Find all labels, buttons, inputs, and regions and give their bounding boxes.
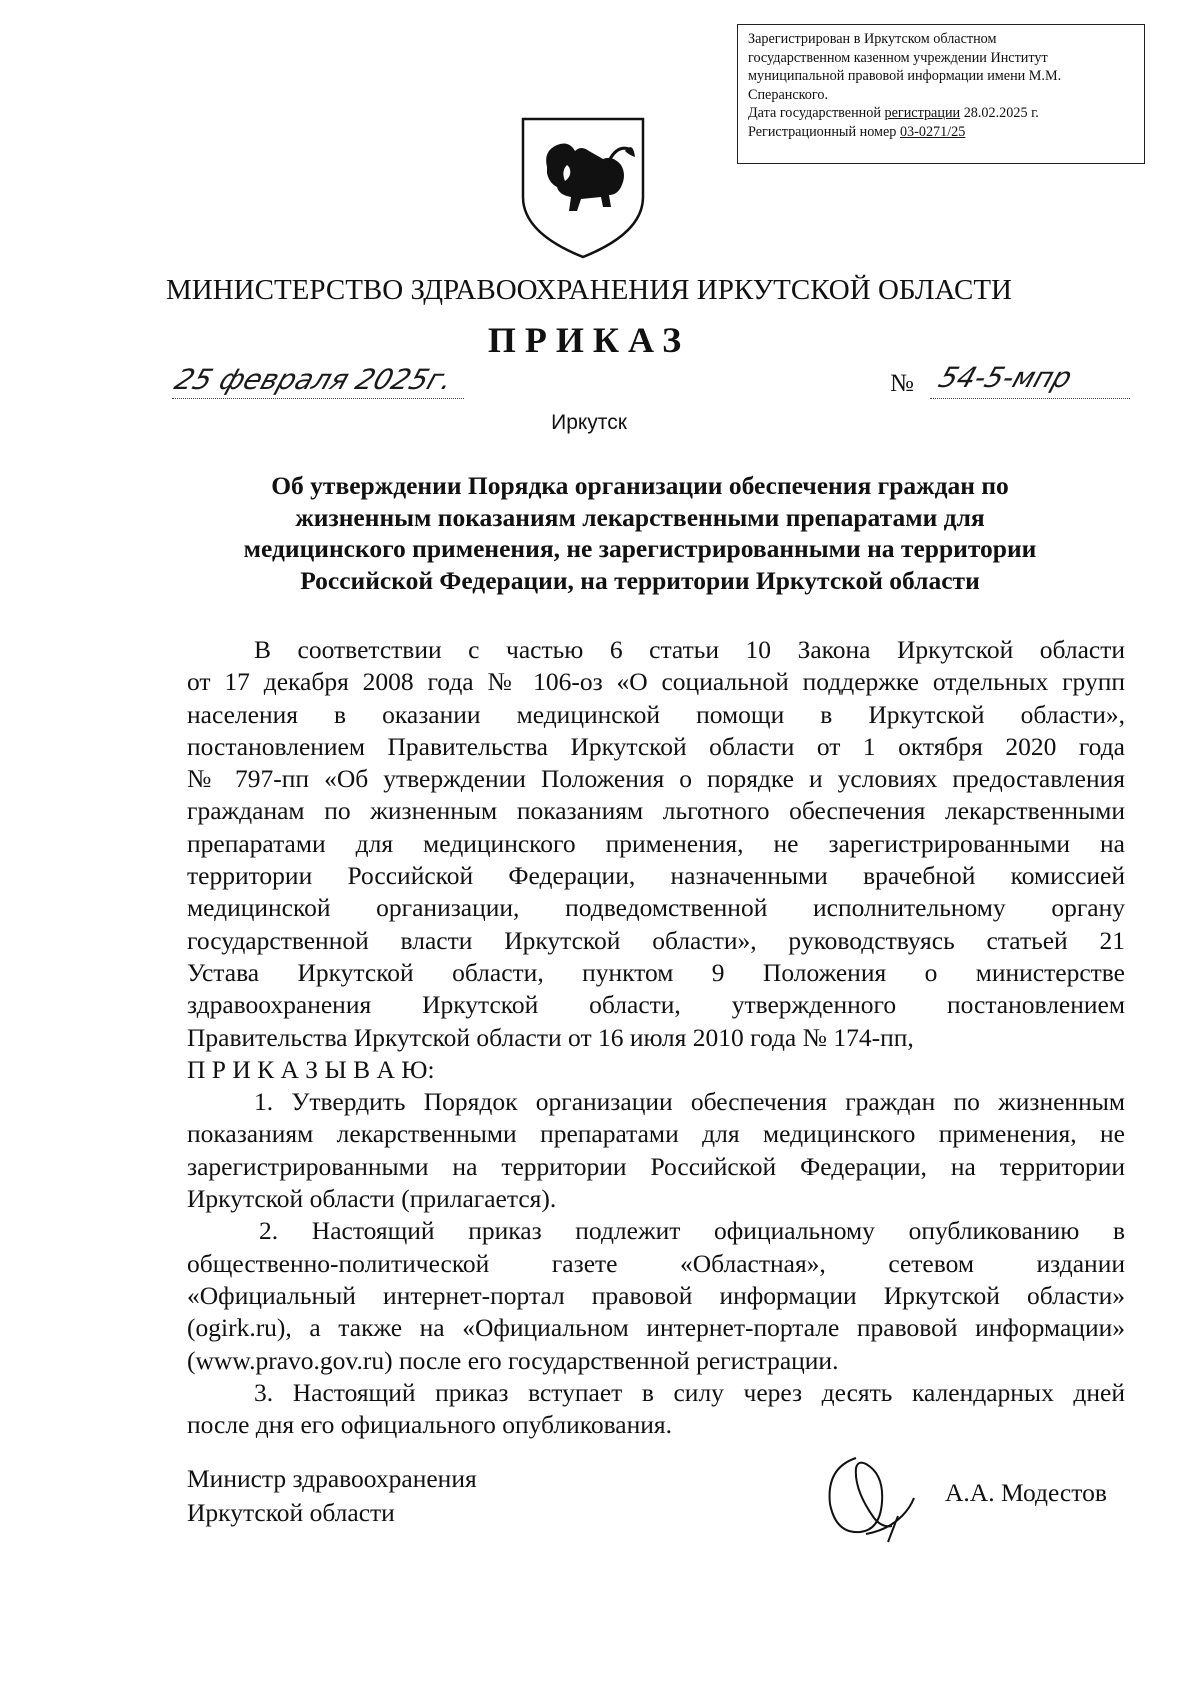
heading-line: Российской Федерации, на территории Иркутской области <box>300 565 980 595</box>
stamp-date-value: 28.02.2025 г. <box>963 105 1039 121</box>
stamp-date-line <box>748 104 1134 123</box>
number-sign: № <box>890 370 914 397</box>
preamble-line: государственной власти Иркутской области», руководствуясь статьей 21 <box>187 925 1125 955</box>
heading-line: жизненным показаниям лекарственными препаратами для <box>295 502 985 532</box>
heading-line: Об утверждении Порядка организации обеспечения граждан по <box>271 471 1009 500</box>
item2-line: 2. Настоящий приказ подлежит официальному опубликованию в <box>259 1216 1125 1246</box>
city: Иркутск <box>551 411 627 434</box>
signatory-title-line: Министр здравоохранения <box>187 1464 477 1493</box>
coat-of-arms-icon <box>517 115 649 263</box>
signatory-name: А.А. Модестов <box>945 1478 1107 1507</box>
preamble-line: населения в оказании медицинской помощи в Иркутской области», <box>187 699 1125 729</box>
heading-line: медицинского применения, не зарегистрированными на территории <box>243 534 1037 563</box>
stamp-date-link: регистрации <box>884 105 961 121</box>
handwritten-signature-icon <box>818 1446 938 1546</box>
preamble-line: В соответствии с частью 6 статьи 10 Закона Иркутской области <box>254 635 1125 664</box>
item2-line: (www.pravo.gov.ru) после его государственной регистрации. <box>187 1345 839 1375</box>
item1-line: зарегистрированными на территории Российской Федерации, на территории <box>187 1151 1125 1181</box>
item2-line: общественно-политической газете «Областная», сетевом издании <box>187 1248 1125 1278</box>
item3-line: после дня его официального опубликования. <box>187 1410 672 1440</box>
number-underline <box>930 398 1130 399</box>
stamp-number-line <box>748 123 1134 142</box>
preamble-line: препаратами для медицинского применения, не зарегистрированными на <box>187 828 1125 858</box>
preamble-line: от 17 декабря 2008 года № 106-оз «О социальной поддержке отдельных групп <box>187 667 1125 697</box>
handwritten-number: 54-5-мпр <box>934 361 1077 394</box>
stamp-date-label: Дата государственной <box>748 105 881 121</box>
item2-line: «Официальный интернет-портал правовой информации Иркутской области» <box>187 1280 1125 1310</box>
item3-line: 3. Настоящий приказ вступает в силу через десять календарных дней <box>254 1377 1125 1407</box>
item1-line: показаниям лекарственными препаратами для медицинского применения, не <box>187 1119 1125 1149</box>
document-type: ПРИКАЗ <box>487 320 691 360</box>
preamble-line: № 797-пп «Об утверждении Положения о порядке и условиях предоставления <box>187 764 1125 794</box>
item2-line: (ogirk.ru), а также на «Официальном интернет-портале правовой информации» <box>187 1313 1125 1343</box>
stamp-line: Сперанского. <box>748 86 829 103</box>
date-underline <box>172 398 464 399</box>
ministry-name: МИНИСТЕРСТВО ЗДРАВООХРАНЕНИЯ ИРКУТСКОЙ ОБЛАСТИ <box>166 274 1012 306</box>
preamble-line: Устава Иркутской области, пунктом 9 Положения о министерстве <box>187 957 1125 987</box>
item1-line: Иркутской области (прилагается). <box>187 1184 557 1214</box>
stamp-line: Зарегистрирован в Иркутском областном <box>748 31 997 47</box>
handwritten-date: 25 февраля 2025г. <box>170 363 458 396</box>
stamp-line: муниципальной правовой информации имени М.М. <box>748 68 1062 84</box>
stamp-number-label: Регистрационный номер <box>748 123 897 140</box>
preamble-line: медицинской организации, подведомственной исполнительному органу <box>187 893 1125 923</box>
preamble-line: постановлением Правительства Иркутской области от 1 октября 2020 года <box>187 731 1125 761</box>
signatory-title <box>187 1462 477 1530</box>
stamp-number-value: 03-0271/25 <box>899 123 966 140</box>
preamble-line: здравоохранения Иркутской области, утвержденного постановлением <box>187 990 1125 1020</box>
order-heading <box>200 470 1080 596</box>
item1-line: 1. Утвердить Порядок организации обеспечения граждан по жизненным <box>254 1087 1125 1117</box>
order-body <box>187 634 1125 1441</box>
signatory-title-line: Иркутской области <box>187 1498 395 1527</box>
order-word: П Р И К А З Ы В А Ю: <box>187 1054 435 1084</box>
preamble-line: Правительства Иркутской области от 16 июля 2010 года № 174-пп, <box>187 1022 914 1052</box>
preamble-line: гражданам по жизненным показаниям льготного обеспечения лекарственными <box>187 796 1125 826</box>
registration-stamp <box>737 24 1145 164</box>
stamp-line: государственном казенном учреждении Институт <box>748 49 1048 66</box>
preamble-line: территории Российской Федерации, назначенными врачебной комиссией <box>187 861 1125 891</box>
